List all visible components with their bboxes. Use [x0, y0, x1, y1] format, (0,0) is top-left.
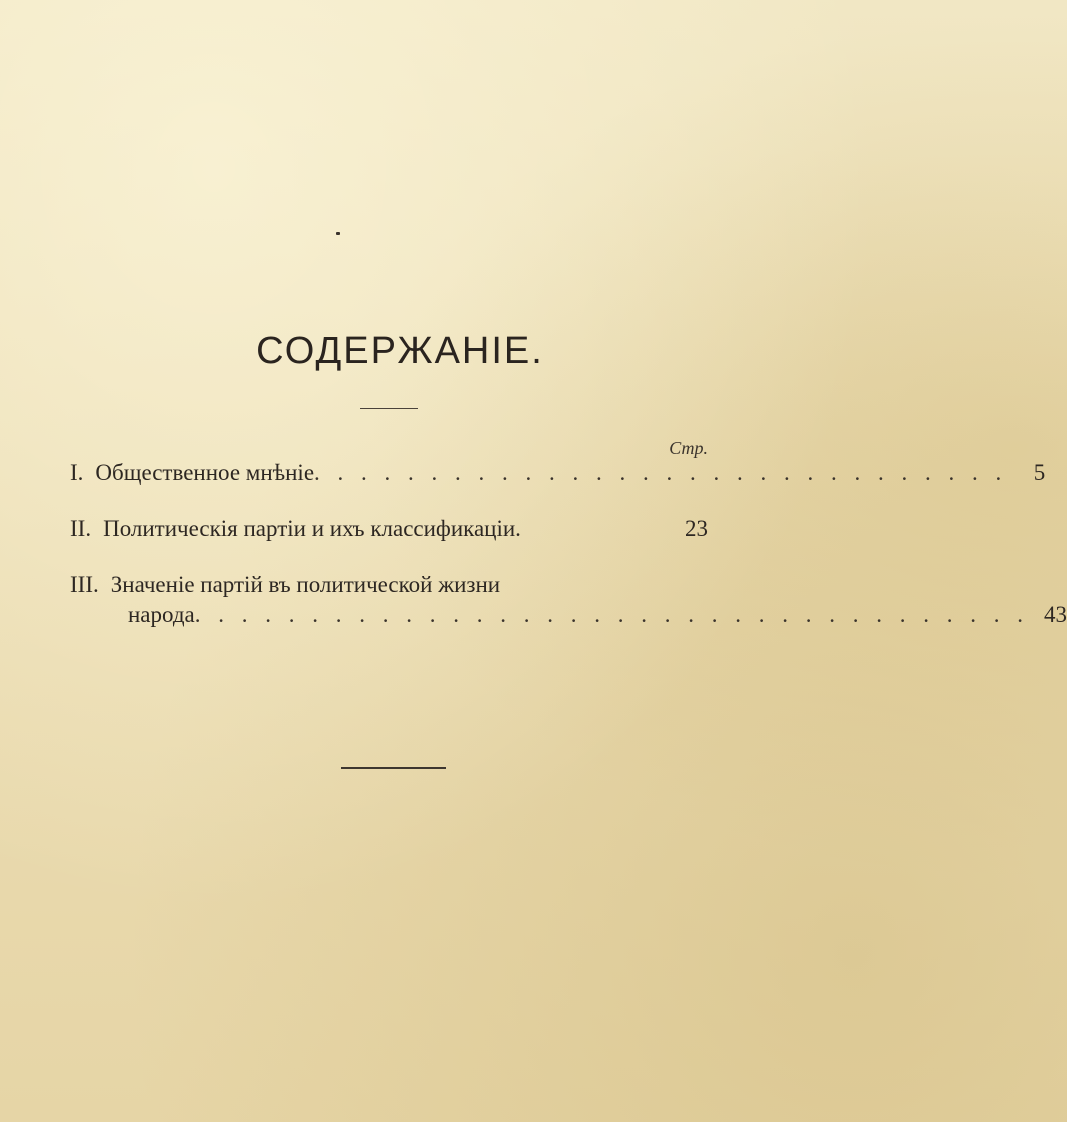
end-rule	[341, 767, 446, 769]
page-column-label: Стр.	[669, 438, 708, 458]
toc-entry-page: 43	[1044, 602, 1067, 627]
toc-entry-number: II.	[70, 516, 92, 541]
page-title: СОДЕРЖАНІЕ.	[256, 330, 544, 372]
title-divider	[360, 408, 418, 409]
toc-entry-title-continuation: народа	[128, 602, 195, 627]
toc-entry-title: Общественное мнѣніе	[95, 460, 315, 485]
toc-entry-number: III.	[70, 572, 99, 597]
ink-speck	[336, 232, 340, 235]
table-of-contents	[70, 458, 1067, 630]
toc-entry	[70, 514, 708, 544]
toc-entry-number: I.	[70, 460, 84, 485]
toc-entry	[70, 570, 1067, 630]
toc-entry-page: 5	[1033, 460, 1046, 485]
dot-leader: . . . . . . . . . . . . . . . . . . . . . . . . . . . . . . . . . . . .	[194, 602, 1030, 627]
toc-entry	[70, 458, 1046, 488]
toc-entry-page: 23	[685, 516, 708, 541]
toc-entry-title: Значеніе партій въ политической жизни	[110, 572, 501, 597]
dot-leader: . . . . . . . . . . . . . . . . . . . . . . . . . . . . . .	[314, 460, 1008, 485]
toc-entry-title: Политическія партіи и ихъ классификаціи.	[103, 516, 521, 541]
